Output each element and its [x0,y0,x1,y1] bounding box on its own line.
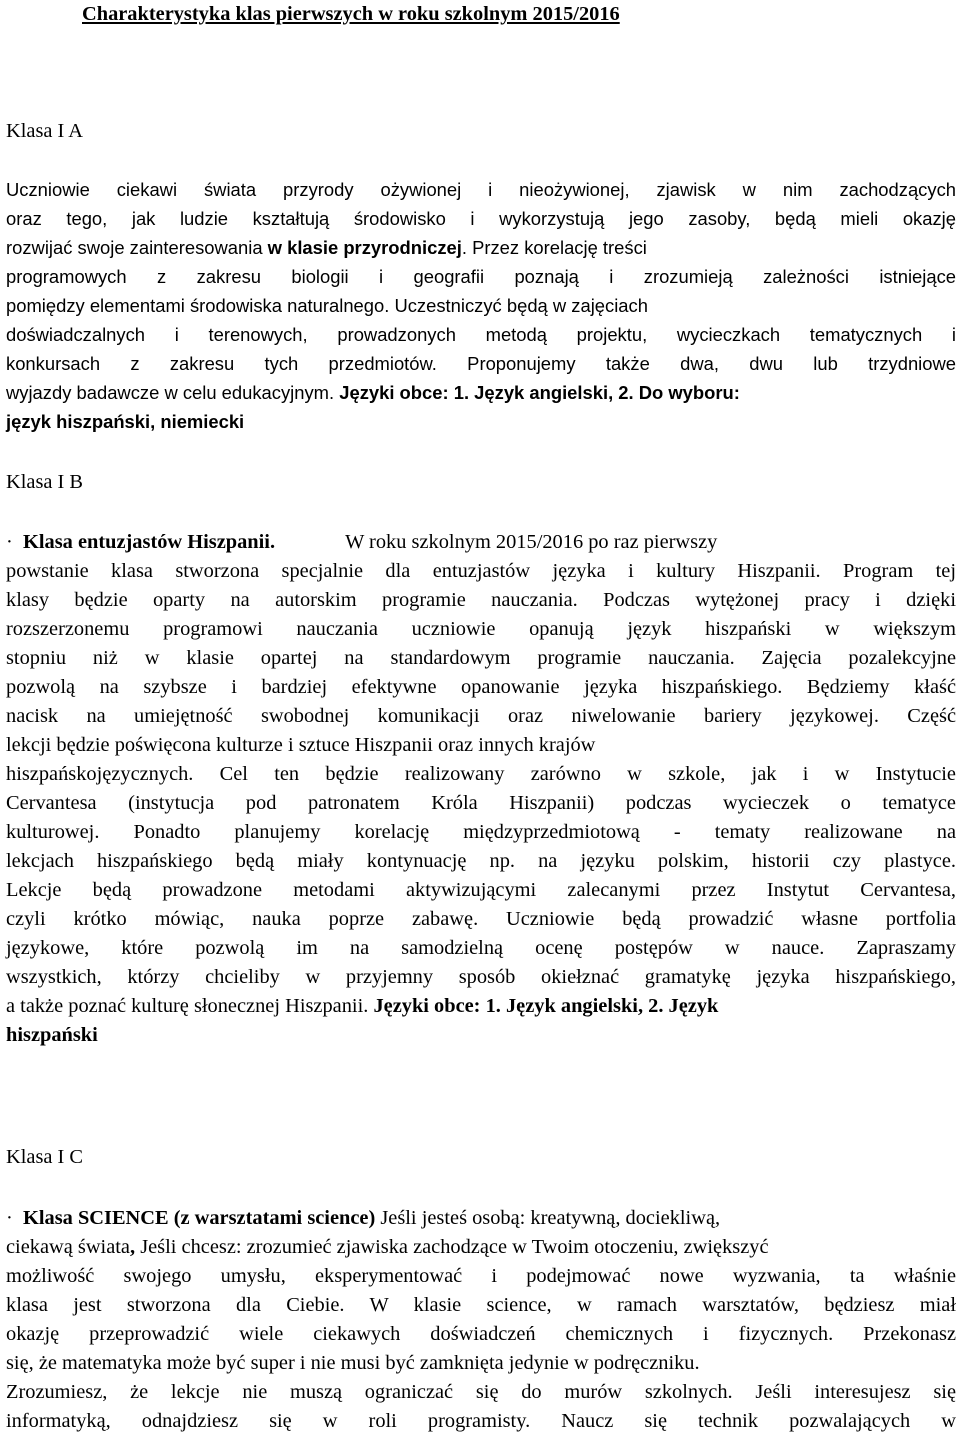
text-line: stopniu niż w klasie opartej na standardowym programie nauczania. Zajęcia pozalekcyjne [6,647,956,669]
text-line: Cervantesa (instytucja pod patronatem Króla Hiszpanii) podczas wycieczek o tematyce [6,792,956,814]
text-line: lekcji będzie poświęcona kulturze i sztuce Hiszpanii oraz innych krajów [6,734,596,756]
document-title: Charakterystyka klas pierwszych w roku szkolnym 2015/2016 [82,3,620,25]
class-b-heading: Klasa I B [6,471,84,493]
text-line: kulturowej. Ponadto planujemy korelację międzyprzedmiotową - tematy realizowane na [6,821,956,843]
text-line: rozszerzonemu programowi nauczania uczniowie opanują język hiszpański w większym [6,618,956,640]
text-line: a także poznać kulturę słonecznej Hiszpanii. Języki obce: 1. Język angielski, 2. Język [6,995,719,1017]
text-line [6,407,956,436]
text-line: oraz tego, jak ludzie kształtują środowisko i wykorzystują jego zasoby, będą mieli okazję [6,208,956,229]
text-line: wyjazdy badawcze w celu edukacyjnym. Języki obce: 1. Język angielski, 2. Do wyboru: [6,382,740,403]
class-b-description [6,528,956,1050]
class-a-languages: Języki obce: 1. Język angielski, 2. Do wyboru: [339,382,740,403]
text-line: rozwijać swoje zainteresowania w klasie przyrodniczej. Przez korelację treści [6,237,647,258]
class-c-heading: Klasa I C [6,1146,84,1168]
class-b-profile-name: Klasa entuzjastów Hiszpanii. [23,531,276,553]
class-a-profile-name: w klasie przyrodniczej [267,237,462,258]
text-line: pozwolą na szybsze i bardziej efektywne opanowanie języka hiszpańskiego. Będziemy kłaść [6,676,956,698]
text-line: językowe, które pozwolą im na samodzielną ocenę postępów w nauce. Zapraszamy [6,937,956,959]
text-line: hiszpańskojęzycznych. Cel ten będzie realizowany zarówno w szkole, jak i w Instytucie [6,763,956,785]
text-line: lekcjach hiszpańskiego będą miały kontynuację np. na języku polskim, historii czy plastyce. [6,850,956,872]
text-line: Uczniowie ciekawi świata przyrody ożywionej i nieożywionej, zjawisk w nim zachodzących [6,179,956,200]
text-line: się, że matematyka może być super i nie musi być zamknięta jedynie w podręczniku. [6,1352,700,1374]
bullet: · [6,531,13,553]
text-line: Zrozumiesz, że lekcje nie muszą ograniczać się do murów szkolnych. Jeśli interesujesz się [6,1381,956,1403]
text-line: Lekcje będą prowadzone metodami aktywizującymi zalecanymi przez Instytut Cervantesa, [6,879,956,901]
text-line: · Klasa SCIENCE (z warsztatami science) Jeśli jesteś osobą: kreatywną, dociekliwą, [6,1207,721,1229]
class-a-description [6,175,956,436]
text-line: nacisk na umiejętność swobodnej komunikacji oraz niwelowanie bariery językowej. Część [6,705,956,727]
class-a-languages-cont: język hiszpański, niemiecki [6,411,245,432]
text-line: powstanie klasa stworzona specjalnie dla entuzjastów języka i kultury Hiszpanii. Program tej [6,560,956,582]
text-line: programowych z zakresu biologii i geografii poznają i zrozumieją zależności istniejące [6,266,956,287]
text-line: możliwość swojego umysłu, eksperymentować i podejmować nowe wyzwania, ta właśnie [6,1265,956,1287]
text-line: wszystkich, którzy chcieliby w przyjemny sposób okiełznać gramatykę języka hiszpańskiego, [6,966,956,988]
text-line: klasa jest stworzona dla Ciebie. W klasie science, w ramach warsztatów, będziesz miał [6,1294,956,1316]
text-line: informatyką, odnajdziesz się w roli programisty. Naucz się technik pozwalających w [6,1410,956,1432]
text-line [6,1021,956,1050]
bullet: · [6,1207,13,1229]
text-line: · Klasa entuzjastów Hiszpanii. W roku szkolnym 2015/2016 po raz pierwszy [6,531,718,553]
text-line: pomiędzy elementami środowiska naturalnego. Uczestniczyć będą w zajęciach [6,295,648,316]
text-line: ciekawą świata, Jeśli chcesz: zrozumieć zjawiska zachodzące w Twoim otoczeniu, zwiększyć [6,1236,769,1258]
class-b-languages: Języki obce: 1. Język angielski, 2. Język [373,995,719,1017]
class-a-heading: Klasa I A [6,120,84,142]
class-b-languages-cont: hiszpański [6,1024,98,1046]
text-line: klasy będzie oparty na autorskim programie nauczania. Podczas wytężonej pracy i dzięki [6,589,956,611]
class-c-profile-name: Klasa SCIENCE (z warsztatami science) [23,1207,376,1229]
text-line: okazję przeprowadzić wiele ciekawych doświadczeń chemicznych i fizycznych. Przekonasz [6,1323,956,1345]
class-c-description [6,1204,956,1436]
text-line: doświadczalnych i terenowych, prowadzonych metodą projektu, wycieczkach tematycznych i [6,324,956,345]
text-line: konkursach z zakresu tych przedmiotów. Proponujemy także dwa, dwu lub trzydniowe [6,353,956,374]
text-line: czyli krótko mówiąc, nauka poprze zabawę. Uczniowie będą prowadzić własne portfolia [6,908,956,930]
